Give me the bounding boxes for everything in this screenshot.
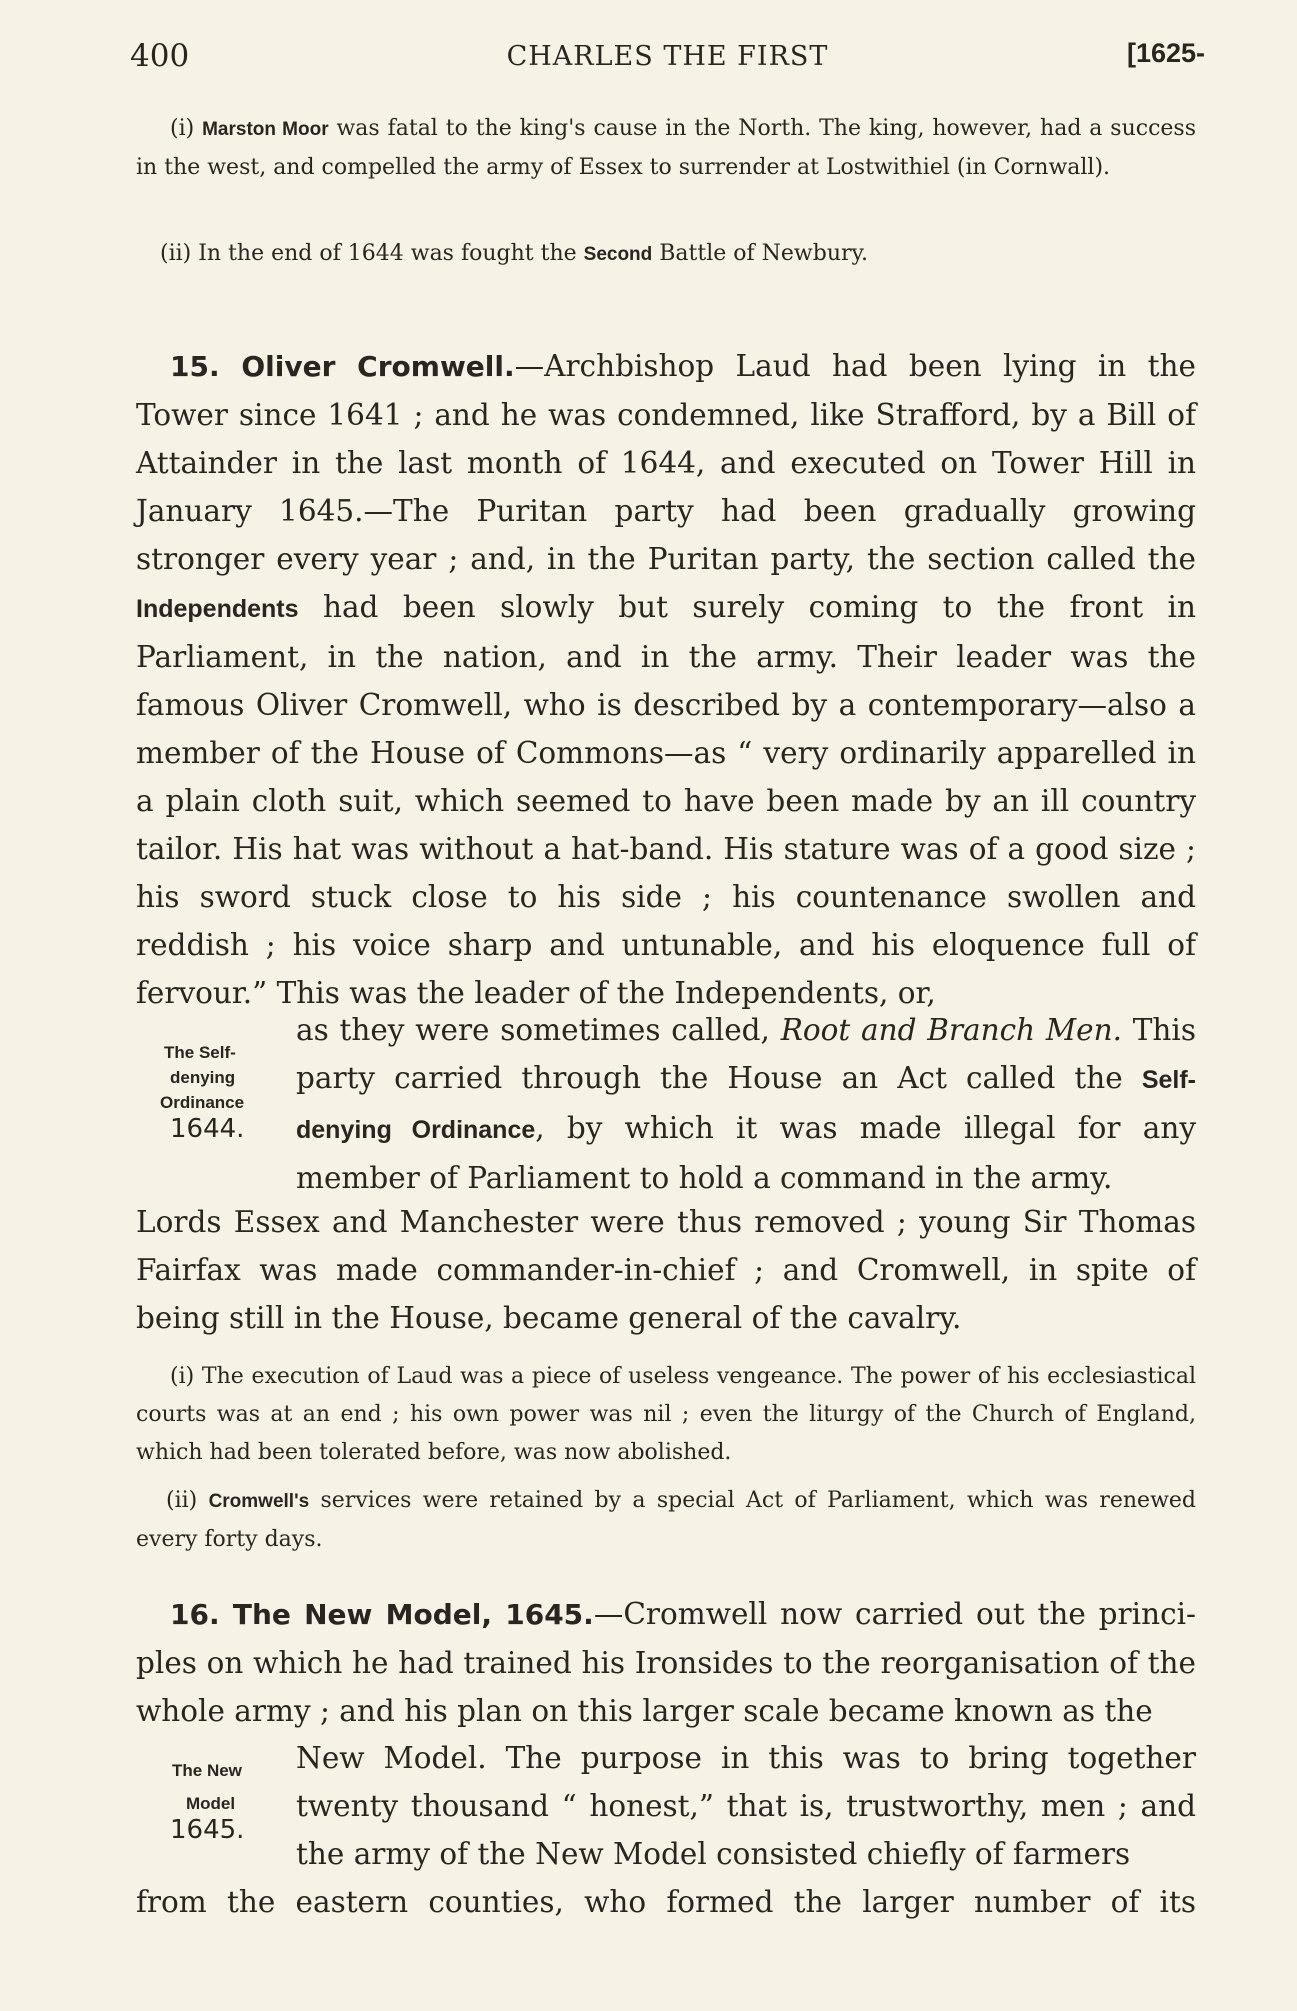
running-header (130, 38, 1205, 78)
footnote-cromwell-services: (ii) Cromwell's services were retained by a special Act of Parliament, which was renewed every forty days. (136, 1488, 1197, 1552)
section-15-paragraph-1: 15. Oliver Cromwell.—Archbishop Laud had been lying in the Tower since 1641 ; and he was condemned, like Strafford, by a Bill of Attainder in the last month of 1644, and executed on Tower Hill in January 1645.—The Puritan party had been gradually growing stronger every year ; and, in the Puritan party, the section called the Independents had been slowly but surely coming to the front in Parliament, in the nation, and in the army. Their leader was the famous Oliver Cromwell, who is described by a contemporary—also a member of the House of Commons—as “ very ordinarily apparelled in a plain cloth suit, which seemed to have been made by an ill country tailor. His hat was without a hat-band. His stature was of a good size ; his sword stuck close to his side ; his countenance swollen and reddish ; his voice sharp and untunable, and his eloquence full of fervour.” This was the leader of the Independents, or, (136, 349, 1196, 1010)
section-16-paragraph-2: New Model. The purpose in this was to bring together twenty thousand “ honest,” that is, trustworthy, men ; and the army of the New Model consisted chiefly of farmers (296, 1741, 1196, 1871)
section-16-heading: 16. The New Model, 1645. (170, 1598, 594, 1631)
footnote-newbury: (ii) In the end of 1644 was fought the Second Battle of Newbury. (160, 241, 869, 266)
footnote-laud-execution: (i) The execution of Laud was a piece of useless vengeance. The power of his ecclesiastical courts was at an end ; his own power was nil ; even the liturgy of the Church of England, which had been tolerated before, was now abolished. (136, 1364, 1196, 1465)
margin-note-self-denying-ordinance: The Self- denying Ordinance 1644. (160, 1043, 245, 1144)
section-16-paragraph-1: 16. The New Model, 1645.—Cromwell now carried out the principles on which he had trained his Ironsides to the reorganisation of the whole army ; and his plan on this larger scale became known as the (136, 1597, 1197, 1728)
running-title: CHARLES THE FIRST (506, 41, 829, 72)
section-15-heading: 15. Oliver Cromwell. (170, 350, 515, 383)
section-15-paragraph-2: as they were sometimes called, Root and Branch Men. This party carried through the House an Act called the Self-denying Ordinance, by which it was made illegal for any member of Parliament to hold a command in the army. (296, 1013, 1196, 1195)
margin-note-new-model: The New Model 1645. (170, 1761, 245, 1845)
page-number: 400 (130, 38, 190, 74)
footnote-marston-moor: (i) Marston Moor was fatal to the king's cause in the North. The king, however, had a success in the west, and compelled the army of Essex to surrender at Lostwithiel (in Cornwall). (136, 116, 1197, 180)
year-mark: [1625- (1126, 38, 1205, 68)
section-15-paragraph-3: Lords Essex and Manchester were thus removed ; young Sir Thomas Fairfax was made commander-in-chief ; and Cromwell, in spite of being still in the House, became general of the cavalry. (136, 1205, 1196, 1335)
section-16-paragraph-3: from the eastern counties, who formed the larger number of its (136, 1885, 1196, 1919)
